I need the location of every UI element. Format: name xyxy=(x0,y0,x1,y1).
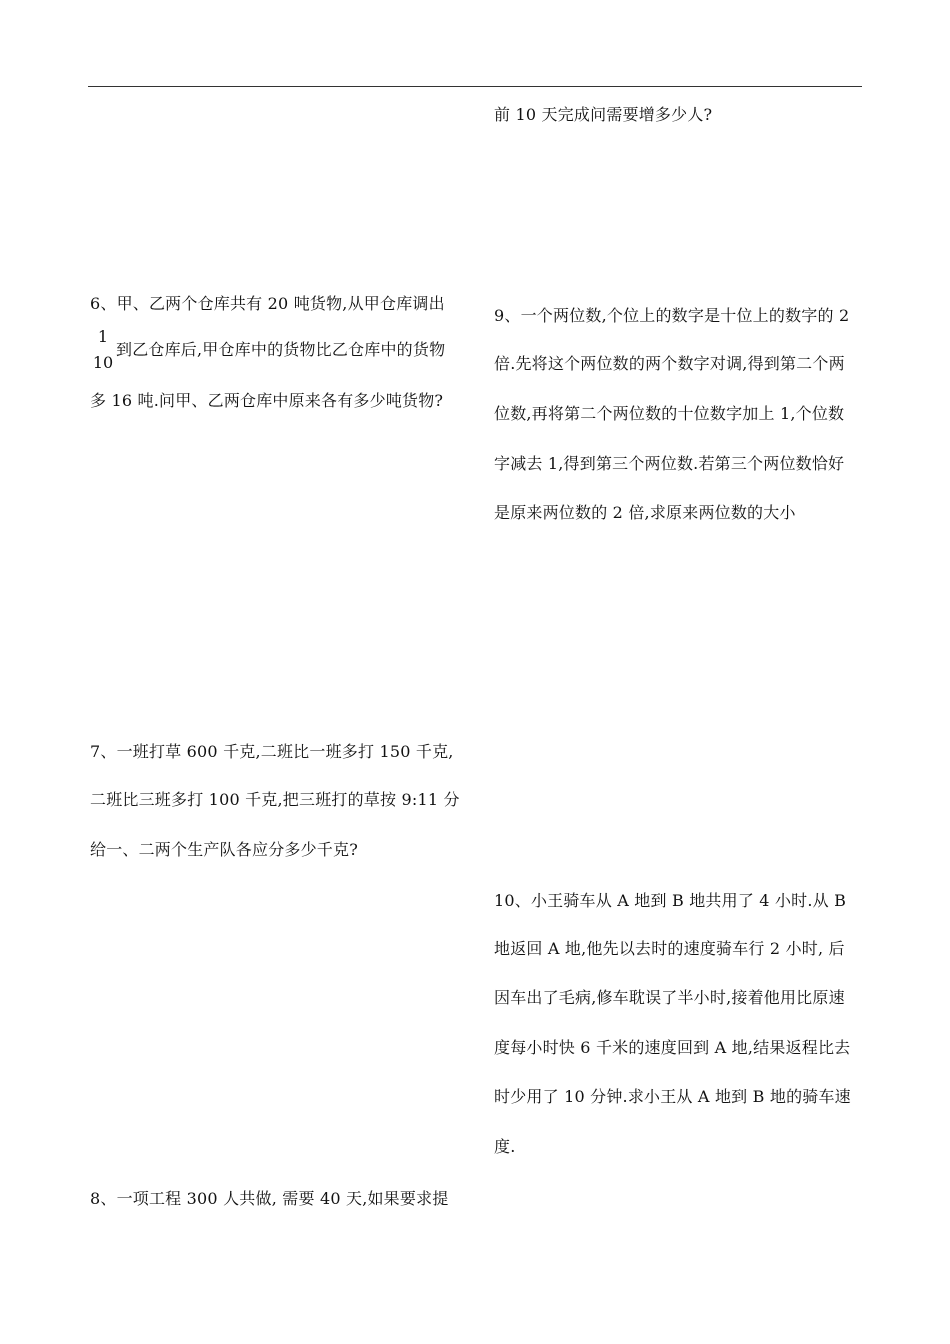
q10-line-6: 度. xyxy=(494,1137,516,1156)
q6-line-2: 到乙仓库后,甲仓库中的货物比乙仓库中的货物 xyxy=(116,340,446,359)
q10-line-2: 地返回 A 地,他先以去时的速度骑车行 2 小时, 后 xyxy=(494,939,845,958)
q9-line-1: 9、一个两位数,个位上的数字是十位上的数字的 2 xyxy=(494,306,850,325)
q9-line-4: 字减去 1,得到第三个两位数.若第三个两位数恰好 xyxy=(494,454,845,473)
q8-continuation: 前 10 天完成问需要增多少人? xyxy=(494,105,713,124)
q6-fraction-numerator: 1 xyxy=(97,327,109,346)
q7-line-2: 二班比三班多打 100 千克,把三班打的草按 9:11 分 xyxy=(90,790,460,809)
q7-line-1: 7、一班打草 600 千克,二班比一班多打 150 千克, xyxy=(90,742,454,761)
q8-line-1: 8、一项工程 300 人共做, 需要 40 天,如果要求提 xyxy=(90,1189,449,1208)
q9-line-3: 位数,再将第二个两位数的十位数字加上 1,个位数 xyxy=(494,404,845,423)
q6-line-1: 6、甲、乙两个仓库共有 20 吨货物,从甲仓库调出 xyxy=(90,294,445,313)
header-rule xyxy=(88,86,862,87)
q7-line-3: 给一、二两个生产队各应分多少千克? xyxy=(90,840,358,859)
q10-line-4: 度每小时快 6 千米的速度回到 A 地,结果返程比去 xyxy=(494,1038,851,1057)
q6-fraction-denominator: 10 xyxy=(92,353,114,372)
q6-line-3: 多 16 吨.问甲、乙两仓库中原来各有多少吨货物? xyxy=(90,391,444,410)
q10-line-3: 因车出了毛病,修车耽误了半小时,接着他用比原速 xyxy=(494,988,845,1007)
q9-line-2: 倍.先将这个两位数的两个数字对调,得到第二个两 xyxy=(494,354,845,373)
q10-line-5: 时少用了 10 分钟.求小王从 A 地到 B 地的骑车速 xyxy=(494,1087,851,1106)
q9-line-5: 是原来两位数的 2 倍,求原来两位数的大小 xyxy=(494,503,796,522)
q10-line-1: 10、小王骑车从 A 地到 B 地共用了 4 小时.从 B xyxy=(494,891,847,910)
